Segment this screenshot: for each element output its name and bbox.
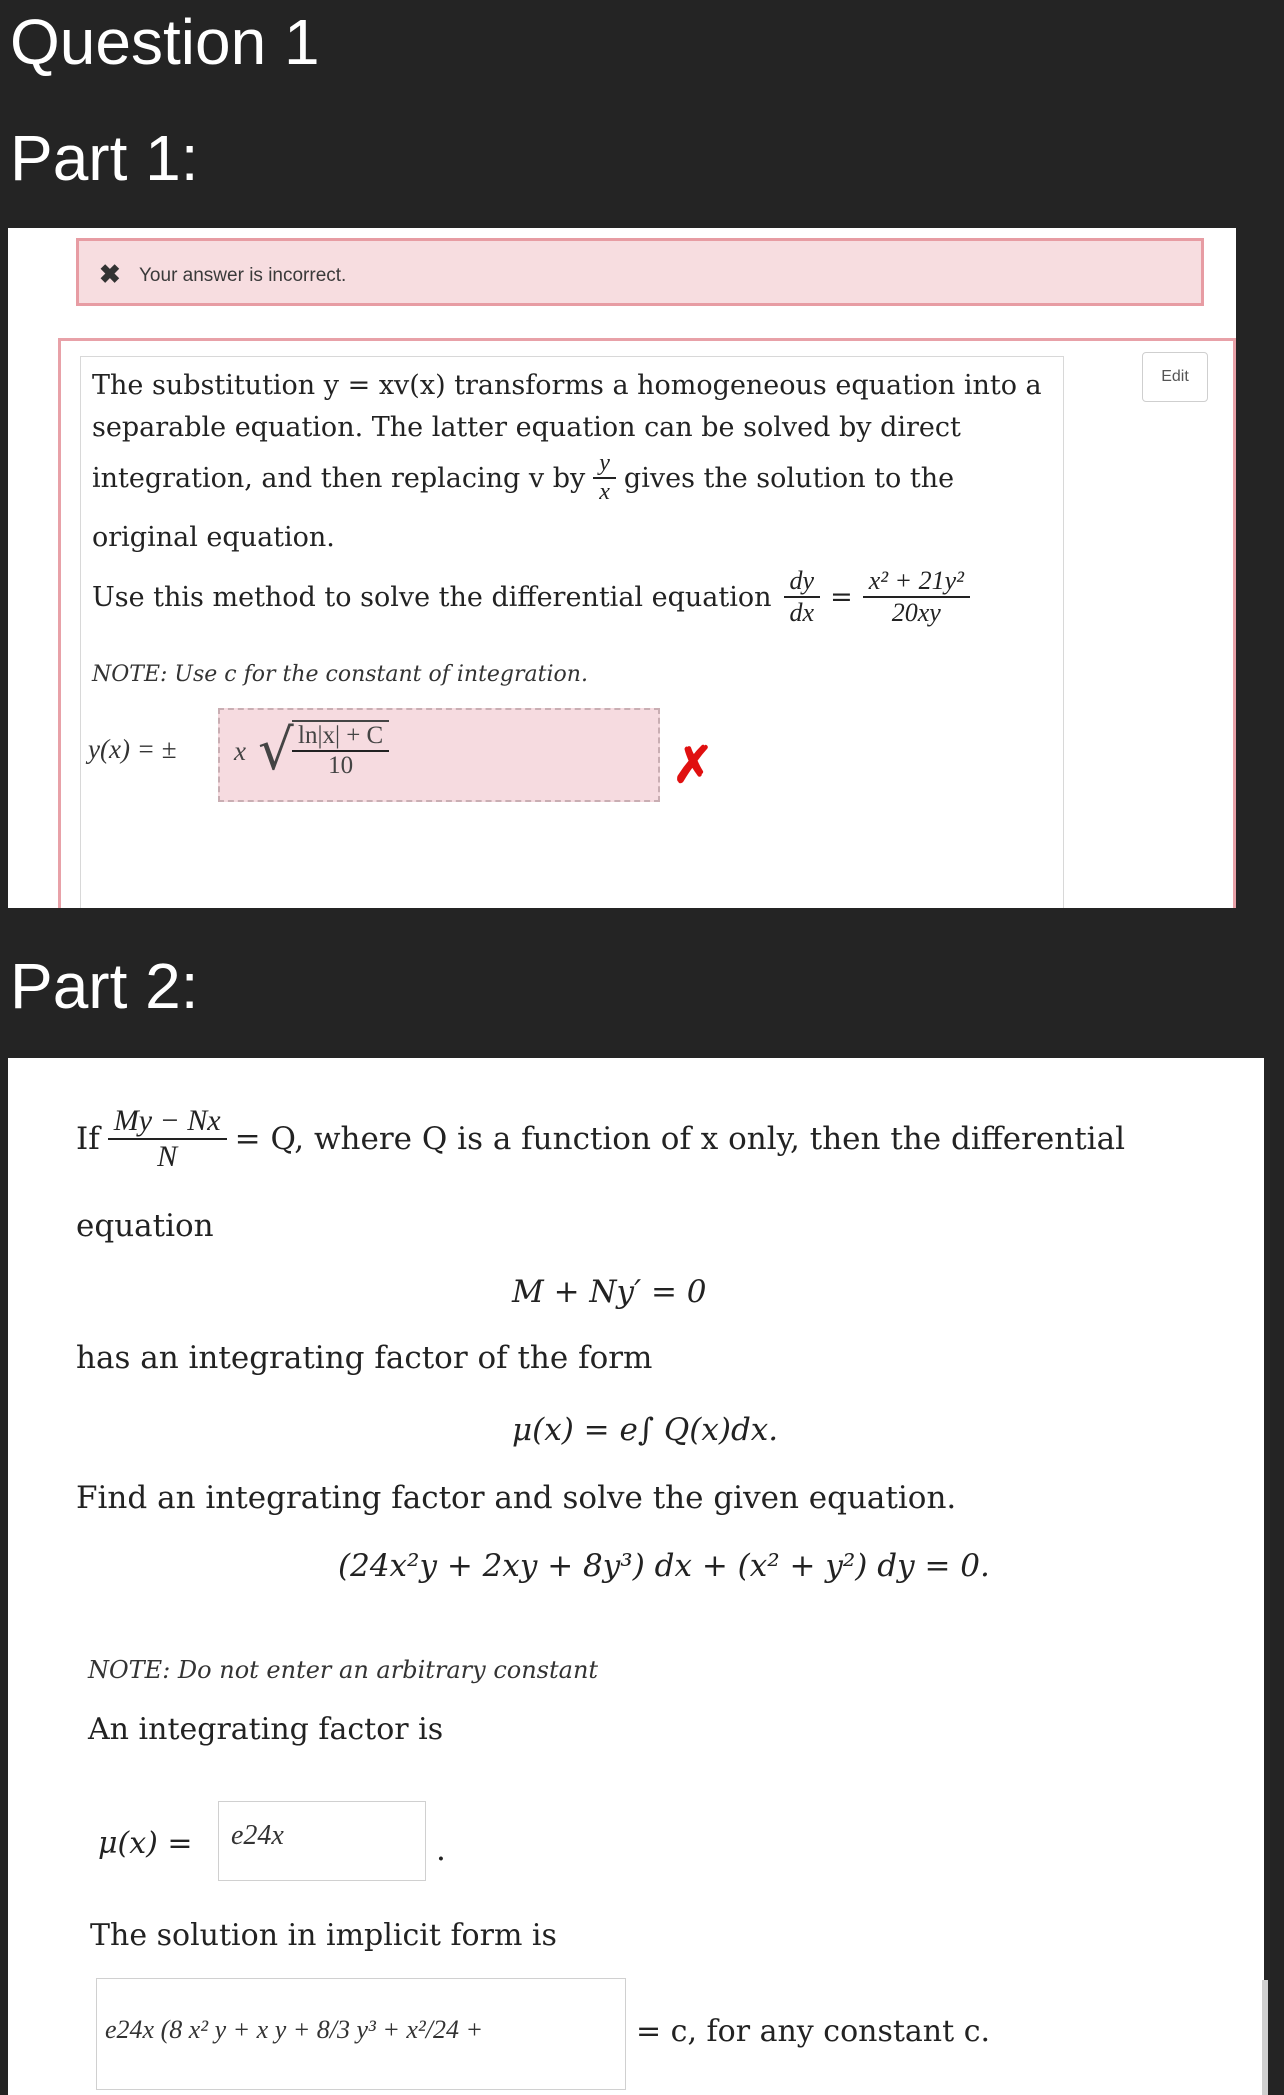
fraction-denominator: x xyxy=(599,479,610,505)
sqrt-fraction xyxy=(292,720,389,780)
sqrt-icon: √ xyxy=(258,718,294,783)
n-denominator: N xyxy=(157,1140,178,1173)
dy-dx-fraction xyxy=(784,566,821,628)
answer-lhs: y(x) = ± xyxy=(88,734,177,764)
sqrt-denominator: 10 xyxy=(328,752,354,779)
instruction-line xyxy=(92,566,970,628)
part1-heading: Part 1: xyxy=(10,122,199,194)
intro-line-2: separable equation. The latter equation can be solved by direct xyxy=(92,412,961,443)
edit-button[interactable]: Edit xyxy=(1142,352,1208,402)
given-equation: (24x²y + 2xy + 8y³) dx + (x² + y²) dy = 0. xyxy=(338,1548,990,1584)
mu-formula: μ(x) = e∫ Q(x)dx. xyxy=(512,1412,779,1448)
intro-line-3a: integration, and then replacing v by xyxy=(92,462,586,494)
instruction-text: Use this method to solve the differential equation xyxy=(92,581,772,613)
find-text: Find an integrating factor and solve the given equation. xyxy=(76,1480,957,1516)
scrollbar[interactable] xyxy=(1262,1980,1268,2095)
intro-line-3 xyxy=(92,450,954,506)
if-word: If xyxy=(76,1121,100,1157)
intro-line-1: The substitution y = xv(x) transforms a homogeneous equation into a xyxy=(92,370,1042,401)
rhs-fraction xyxy=(863,566,970,628)
question-title: Question 1 xyxy=(10,6,320,78)
my-nx-numerator: My − Nx xyxy=(108,1104,227,1140)
mu-lhs: μ(x) = xyxy=(98,1826,193,1861)
part2-heading: Part 2: xyxy=(10,950,199,1022)
solution-label: The solution in implicit form is xyxy=(90,1918,557,1953)
rhs-denominator: 20xy xyxy=(891,598,941,627)
my-nx-fraction xyxy=(108,1104,227,1174)
integrating-factor-label: An integrating factor is xyxy=(88,1712,444,1747)
rhs-numerator: x² + 21y² xyxy=(863,566,970,598)
general-equation: M + Ny′ = 0 xyxy=(512,1274,707,1310)
equation-word: equation xyxy=(76,1208,214,1244)
equals-sign: = xyxy=(830,581,853,613)
mu-period: . xyxy=(436,1832,446,1868)
intro-line-4: original equation. xyxy=(92,522,335,553)
integrating-factor-input[interactable] xyxy=(218,1801,426,1881)
wrong-answer-icon: ✗ xyxy=(672,737,714,793)
note-constant: NOTE: Use c for the constant of integration. xyxy=(92,662,588,687)
part1-panel xyxy=(8,228,1236,908)
part2-panel xyxy=(8,1058,1264,2095)
has-factor-text: has an integrating factor of the form xyxy=(76,1340,653,1376)
note-no-constant: NOTE: Do not enter an arbitrary constant xyxy=(88,1656,599,1684)
fraction-numerator: y xyxy=(593,450,616,479)
mu-answer: e24x xyxy=(231,1820,284,1851)
condition-line xyxy=(76,1104,1125,1174)
dx-denominator: dx xyxy=(789,598,815,627)
error-x-icon: ✖ xyxy=(99,259,121,289)
sqrt-numerator: ln|x| + C xyxy=(292,722,389,752)
answer-input[interactable] xyxy=(218,708,660,802)
condition-text: = Q, where Q is a function of x only, then the differential xyxy=(234,1121,1125,1157)
incorrect-message: Your answer is incorrect. xyxy=(139,265,347,286)
dy-numerator: dy xyxy=(784,566,821,598)
answer-x: x xyxy=(234,736,246,766)
intro-line-3b: gives the solution to the xyxy=(623,462,955,494)
solution-tail: = c, for any constant c. xyxy=(636,2014,991,2049)
incorrect-banner xyxy=(76,238,1204,306)
solution-answer: e24x (8 x² y + x y + 8/3 y³ + x²/24 + xyxy=(105,2015,483,2044)
solution-input[interactable] xyxy=(96,1978,626,2090)
y-over-x-fraction xyxy=(593,450,616,506)
